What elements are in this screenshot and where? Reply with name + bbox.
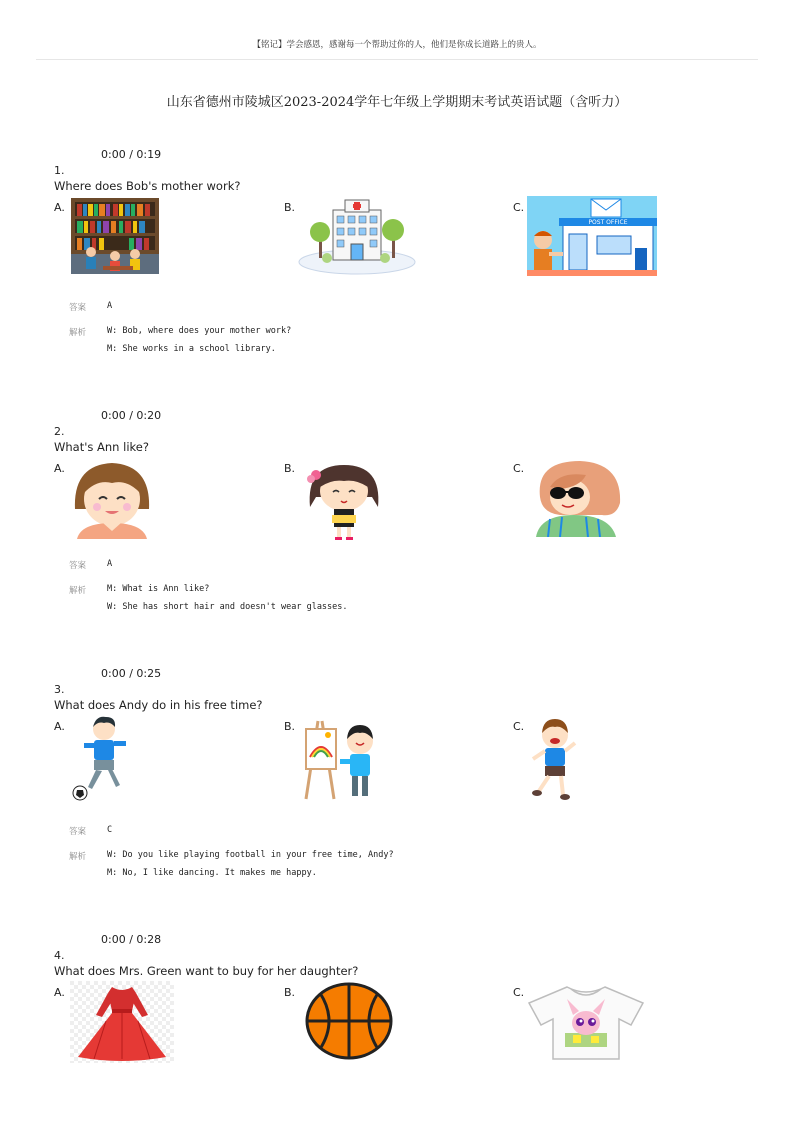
explanation-label: 解析	[69, 586, 87, 596]
basketball-icon	[304, 981, 394, 1061]
question-4	[0, 933, 794, 1124]
answer-value: C	[107, 825, 113, 835]
question-text: What does Andy do in his free time?	[54, 698, 263, 712]
question-1	[0, 148, 794, 398]
audio-player[interactable]: 0:00 / 0:28	[101, 933, 162, 946]
question-2	[0, 409, 794, 659]
explanation-line: M: No, I like dancing. It makes me happy.	[107, 868, 317, 878]
option-a-label: A.	[54, 462, 65, 475]
option-a-label: A.	[54, 201, 65, 214]
boy-football-icon	[70, 715, 132, 801]
answer-label: 答案	[69, 303, 87, 313]
option-c-label: C.	[513, 986, 525, 999]
post-office-icon	[527, 196, 657, 276]
answer-value: A	[107, 559, 113, 569]
red-dress-icon	[70, 981, 174, 1063]
question-number: 3.	[54, 683, 65, 696]
answer-label: 答案	[69, 561, 87, 571]
option-b-label: B.	[284, 462, 296, 475]
question-text: What does Mrs. Green want to buy for her daughter?	[54, 964, 359, 978]
option-a-label: A.	[54, 986, 65, 999]
question-number: 4.	[54, 949, 65, 962]
question-number: 1.	[54, 164, 65, 177]
short-hair-girl-icon	[69, 457, 155, 539]
explanation-label: 解析	[69, 328, 87, 338]
audio-player[interactable]: 0:00 / 0:19	[101, 148, 162, 161]
document-title: 山东省德州市陵城区2023-2024学年七年级上学期期末考试英语试题（含听力）	[166, 95, 628, 110]
answer-label: 答案	[69, 827, 87, 837]
option-b-label: B.	[284, 201, 296, 214]
boy-dancing-icon	[527, 715, 577, 801]
audio-player[interactable]: 0:00 / 0:25	[101, 667, 162, 680]
explanation-line: W: Do you like playing football in your free time, Andy?	[107, 850, 394, 860]
question-text: What's Ann like?	[54, 440, 149, 454]
svg-text:POST OFFICE: POST OFFICE	[588, 219, 628, 226]
girl-with-glasses-icon	[530, 457, 626, 537]
explanation-line: W: She has short hair and doesn't wear glasses.	[107, 602, 348, 612]
question-text: Where does Bob's mother work?	[54, 179, 241, 193]
header-note: 【铭记】学会感恩，感谢每一个帮助过你的人，他们是你成长道路上的贵人。	[252, 40, 542, 50]
explanation-line: M: She works in a school library.	[107, 344, 276, 354]
long-hair-girl-icon	[302, 457, 386, 541]
option-b-label: B.	[284, 720, 296, 733]
audio-player[interactable]: 0:00 / 0:20	[101, 409, 162, 422]
question-number: 2.	[54, 425, 65, 438]
library-icon	[69, 196, 161, 276]
explanation-line: M: What is Ann like?	[107, 584, 210, 594]
hospital-icon	[297, 196, 417, 276]
explanation-label: 解析	[69, 852, 87, 862]
t-shirt-icon	[527, 981, 645, 1061]
question-3	[0, 667, 794, 917]
option-c-label: C.	[513, 720, 525, 733]
explanation-line: W: Bob, where does your mother work?	[107, 326, 292, 336]
answer-value: A	[107, 301, 113, 311]
option-b-label: B.	[284, 986, 296, 999]
option-a-label: A.	[54, 720, 65, 733]
boy-painting-icon	[300, 715, 384, 801]
option-c-label: C.	[513, 462, 525, 475]
option-c-label: C.	[513, 201, 525, 214]
header-divider	[36, 59, 758, 60]
